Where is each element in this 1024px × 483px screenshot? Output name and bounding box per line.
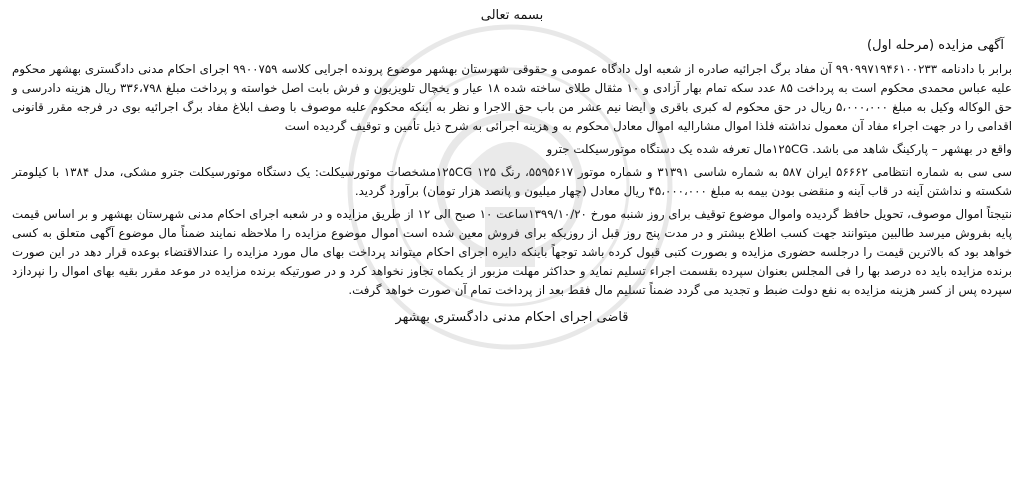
notice-title: آگهی مزایده (مرحله اول): [867, 38, 1004, 53]
notice-paragraph-location: واقع در بهشهر – پارکینگ شاهد می باشد. ۱۲۵CGمال تعرفه شده یک دستگاه موتورسیکلت جترو: [546, 142, 1012, 156]
notice-paragraph-vehicle-specs: سی سی به شماره انتظامی ۵۶۶۶۲ ایران ۵۸۷ به شماره شاسی ۳۱۳۹۱ و شماره موتور ۵۵۹۵۶۱۷، رنگ ۱۲۵ ۱۲۵CGمشخصات موتورسیکلت: یک دستگاه موتورسیکلت جترو مشکی، مدل ۱۳۸۴ با کیلومتر شکسته و نداشتن آینه در قاب آینه و منقضی بودن بیمه به مبلغ ۴۵،۰۰۰،۰۰۰ ریال معادل (چهار میلیون و پانصد هزار تومان) برآورد گردید.: [12, 165, 1013, 198]
notice-paragraph-judgment: برابر با دادنامه ۹۹۰۹۹۷۱۹۴۶۱۰۰۲۳۳ آن مفاد برگ اجرائیه صادره از شعبه اول دادگاه عمومی و حقوقی شهرستان بهشهر موضوع پرونده اجرایی کلاسه ۹۹۰۰۷۵۹ اجرای احکام مدنی دادگستری بهشهر محکوم علیه عباس محمدی محکوم است به پرداخت ۸۵ عدد سکه تمام بهار آزادی و ۱۰ مثقال طلای ساخته شده ۱۸ عیار و یخچال تلویزیون و فرش بابت اصل خواسته و پرداخت مبلغ ۳۳۶،۷۹۸ ریال هزینه دادرسی و حق الوکاله وکیل به مبلغ ۵،۰۰۰،۰۰۰ ریال در حق محکوم له کبری باقری و ایضا نیم عشر من باب حق الاجرا و نظر به اینکه محکوم علیه موصوف با وصف ابلاغ مفاد برگ اجرائیه بوی در فرجه مقرر قانونی اقدامی را در جهت اجراء مفاد آن معمول نداشته فلذا اموال مشارالیه اموال معادل محکوم به و هزینه اجرائی به شرح ذیل تأمین و توقیف گردیده است: [12, 62, 1012, 133]
notice-signature: قاضی اجرای احکام مدنی دادگستری بهشهر: [395, 310, 629, 325]
notice-paragraph-auction-terms: نتیجتاً اموال موصوف، تحویل حافظ گردیده واموال موضوع توقیف برای روز شنبه مورخ ۱۳۹۹/۱۰/۲۰ساعت ۱۰ صبح الی ۱۲ از طریق مزایده و در شعبه اجرای احکام مدنی شهرستان بهشهر و بر اساس قیمت پایه بفروش میرسد طالبین میتوانند جهت کسب اطلاع بیشتر و در مدت پنج روز قبل از روزیکه برای فروش معین شده است اموال موضوع مزایده را ملاحظه نمایند ضمناً مال موضوع آگهی متعلق به کسی خواهد بود که بالاترین قیمت را درجلسه حضوری مزایده و بصورت کتبی قبول کرده باشد توجهاً باینکه دایره اجرای احکام میتواند پرداخت بهای مال مورد مزایده را عندالاقتضاء بوعده قرار دهد در این صورت برنده مزایده باید ده درصد بها را فی المجلس بعنوان سپرده بقسمت اجراء تسلیم نماید و حداکثر مهلت مزبور از یکماه تجاوز نخواهد کرد و در صورتیکه برنده مزایده در موعد مقرر بقیه بهای اموال را نپردازد سپرده پس از کسر هزینه مزایده به نفع دولت ضبط و تجدید می گردد ضمناً تسلیم مال فقط بعد از پرداخت تمام آن صورت خواهد گرفت.: [12, 207, 1012, 297]
notice-heading: بسمه تعالی: [480, 8, 544, 23]
